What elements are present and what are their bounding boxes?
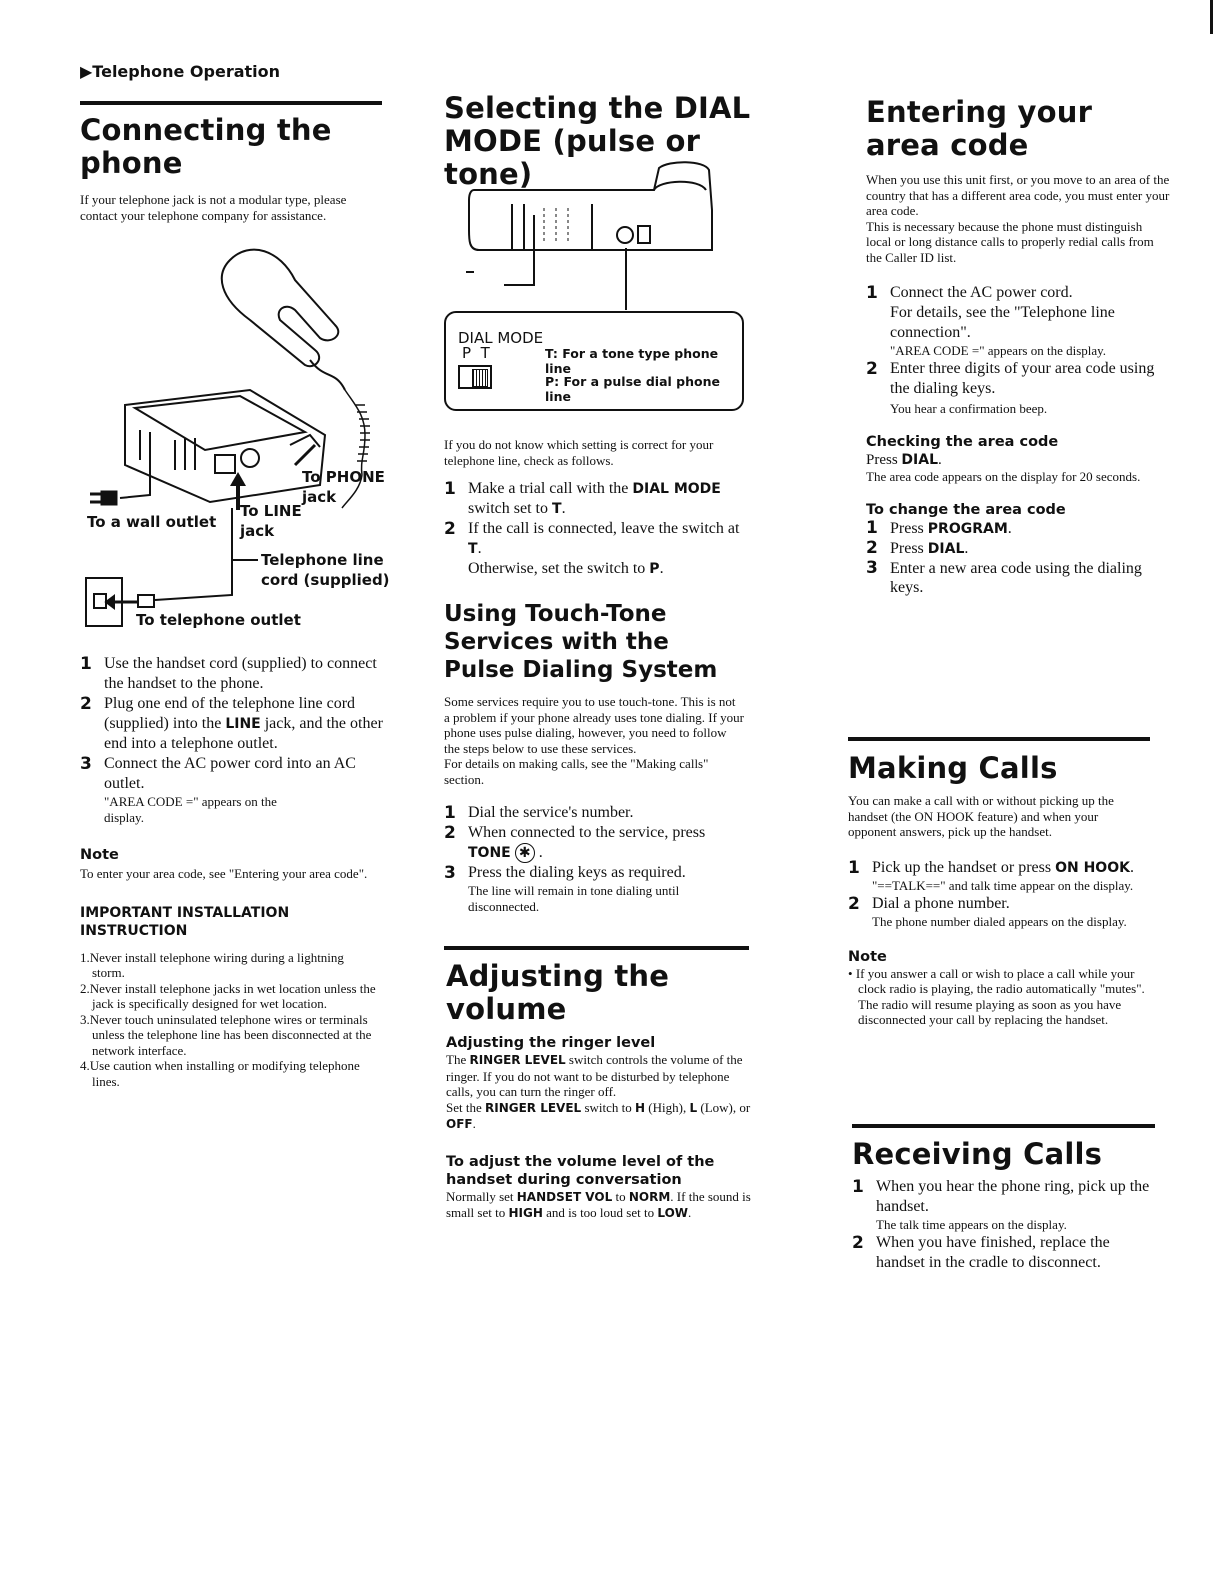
step-text: When connected to the service, press: [468, 824, 706, 841]
volume-title: Adjusting the volume: [446, 959, 670, 1026]
step-text: Dial the service's number.: [468, 804, 634, 821]
making-calls-title: Making Calls: [848, 751, 1058, 785]
step-text: Otherwise, set the switch to: [468, 560, 650, 577]
ringer-title: Adjusting the ringer level: [446, 1035, 656, 1051]
dial-mode-diagram: [444, 160, 754, 315]
check-press: Press DIAL.: [866, 452, 942, 468]
pulse-line-text: P: For a pulse dial phone line: [545, 374, 720, 404]
step-note: You hear a confirmation beep.: [890, 401, 1048, 416]
making-calls-intro: You can make a call with or without picking up the handset (the ON HOOK feature) and when your opponent answers, pick up the handset.: [848, 793, 1114, 839]
step-text: switch set to: [468, 500, 552, 517]
area-code-intro-2: This is necessary because the phone must distinguish local or long distance calls to properly redial calls from the Caller ID list.: [866, 218, 1154, 265]
handset-icon: [222, 250, 345, 390]
area-code-steps: [866, 283, 1176, 417]
label-telephone-outlet: To telephone outlet: [136, 611, 301, 629]
area-code-intro: When you use this unit first, or you move to an area of the country that has a different area code, you must enter your area code.: [866, 172, 1170, 218]
making-note-title: Note: [848, 948, 887, 965]
step-1: 1 When you hear the phone ring, pick up the handset. The talk time appears on the display.: [852, 1177, 1150, 1232]
dial-mode-title: Selecting the DIAL MODE (pulse or tone): [444, 91, 751, 191]
making-calls-steps: [848, 858, 1158, 930]
step-number: 1: [444, 803, 456, 823]
connection-diagram: [80, 240, 390, 640]
change-title: To change the area code: [866, 501, 1066, 518]
step-number: 2: [444, 519, 456, 539]
tone-line-text: T: For a tone type phone line: [545, 346, 719, 376]
step-text: Press the dialing keys as required.: [468, 864, 686, 882]
connecting-steps: [80, 654, 385, 826]
step-1: 1 Press PROGRAM.: [866, 517, 1012, 538]
dial-mode-steps: [444, 479, 744, 579]
rule-receiving-calls: [852, 1124, 1155, 1128]
handset-volume-title: To adjust the volume level of the handset during conversation: [446, 1153, 715, 1188]
note-text: To enter your area code, see "Entering your area code".: [80, 866, 368, 881]
step-text: Make a trial call with the: [468, 480, 633, 497]
step-text: .: [477, 540, 482, 557]
receiving-steps: [852, 1177, 1162, 1273]
step-1: 1 Pick up the handset or press ON HOOK. "==TALK==" and talk time appear on the display.: [848, 857, 1134, 893]
step-2: 2 When connected to the service, press TONE ✱ .: [444, 823, 706, 862]
step-number: 1: [444, 479, 456, 499]
step-number: 1: [80, 654, 92, 674]
important-title: IMPORTANT INSTALLATION INSTRUCTION: [80, 904, 290, 939]
step-note: "AREA CODE =" appears on the display.: [890, 343, 1107, 358]
page-edge-mark: [1210, 0, 1213, 34]
dial-mode-pt: P T: [462, 344, 490, 362]
label-cord-1: Telephone line: [261, 551, 384, 569]
important-item: 2.Never install telephone jacks in wet location unless the jack is specifically designed for wet location.: [80, 980, 376, 1011]
step-2: 2 When you have finished, replace the handset in the cradle to disconnect.: [852, 1233, 1110, 1271]
making-note-text: • If you answer a call or wish to place a call while your clock radio is playing, the radio automatically "mutes". The radio will resume playing as soon as you have disconnected your call by replacing the handset.: [848, 965, 1145, 1027]
step-bold: P: [649, 561, 660, 577]
phone-base-icon: [125, 390, 325, 502]
step-2: [444, 519, 744, 579]
important-item: 4.Use caution when installing or modifying telephone lines.: [80, 1058, 360, 1089]
section-header: ▶Telephone Operation: [80, 62, 281, 81]
step-text: Connect the AC power cord.: [890, 284, 1073, 301]
rule-col1: [80, 101, 382, 105]
connecting-intro: If your telephone jack is not a modular type, please contact your telephone company for assistance.: [80, 192, 347, 223]
step-3: [444, 863, 744, 915]
touch-tone-intro: Some services require you to use touch-tone. This is not a problem if your phone already uses tone dialing. If your phone uses pulse dialing, however, you need to follow the steps below to use these services.: [444, 694, 744, 756]
step-2: [866, 359, 1176, 417]
label-to-phone: To PHONE: [302, 468, 385, 486]
change-steps: [866, 519, 1176, 597]
phone-side-illustration: [444, 160, 754, 315]
coiled-cord-icon: [342, 390, 370, 508]
step-text: If the call is connected, leave the switch at: [468, 520, 740, 537]
step-text: .: [561, 500, 566, 517]
check-note: The area code appears on the display for 20 seconds.: [866, 469, 1141, 484]
step-text: Use the handset cord (supplied) to connect the handset to the phone.: [104, 655, 377, 692]
dial-mode-box: [444, 311, 744, 411]
label-wall-outlet: To a wall outlet: [87, 513, 217, 531]
tone-key-label: TONE: [468, 845, 511, 861]
important-item: 3.Never touch uninsulated telephone wires or terminals unless the telephone line has been disconnected at the network interface.: [80, 1011, 372, 1058]
switch-knob: [472, 369, 488, 387]
dial-mode-switch[interactable]: [458, 365, 492, 389]
step-bold: T: [552, 501, 562, 517]
touch-tone-intro-2: For details on making calls, see the "Making calls" section.: [444, 756, 709, 787]
area-code-title: Entering your area code: [866, 95, 1093, 162]
step-text: .: [659, 560, 664, 577]
connecting-title: Connecting the phone: [80, 113, 332, 180]
step-note: The line will remain in tone dialing until disconnected.: [468, 883, 680, 915]
note-title: Note: [80, 847, 119, 863]
star-key-icon: ✱: [515, 843, 535, 863]
step-2: 2 Press DIAL.: [866, 537, 969, 558]
step-number: 2: [444, 823, 456, 843]
label-jack-1: jack: [302, 488, 337, 506]
step-bold: LINE: [225, 716, 261, 732]
step-text: jack, and the other end into a telephone outlet.: [104, 715, 383, 752]
step-number: 3: [80, 754, 92, 774]
step-bold: T: [468, 541, 478, 557]
step-number: 3: [444, 863, 456, 884]
step-3: 3 Enter a new area code using the dialing keys.: [866, 557, 1142, 596]
touch-tone-title: Using Touch-Tone Services with the Pulse Dialing System: [444, 601, 718, 683]
ringer-text: The RINGER LEVEL switch controls the volume of the ringer. If you do not want to be disturbed by telephone calls, you can turn the ringer off. Set the RINGER LEVEL switch to H (High), L (Low), or OFF.: [446, 1052, 751, 1131]
touch-tone-steps: [444, 803, 744, 915]
important-list: [80, 950, 380, 1090]
important-item: 1.Never install telephone wiring during a lightning storm.: [80, 949, 344, 980]
step-1: [80, 654, 385, 694]
step-1: [444, 803, 744, 823]
receiving-calls-title: Receiving Calls: [852, 1137, 1103, 1171]
step-1: [444, 479, 744, 519]
step-text: Plug one end of the telephone line cord (supplied) into the: [104, 695, 356, 732]
step-text: For details, see the "Telephone line connection".: [890, 304, 1115, 341]
dial-mode-intro: If you do not know which setting is correct for your telephone line, check as follows.: [444, 437, 714, 468]
rule-making-calls: [848, 737, 1150, 741]
step-2: 2 Dial a phone number. The phone number dialed appears on the display.: [848, 893, 1127, 929]
step-number: 1: [866, 283, 878, 303]
step-note: "AREA CODE =" appears on the display.: [104, 794, 277, 825]
rule-volume: [444, 946, 749, 950]
label-cord-2: cord (supplied): [261, 571, 390, 589]
step-text: Connect the AC power cord into an AC outlet.: [104, 755, 356, 792]
dial-mode-label: DIAL MODE: [458, 329, 544, 347]
plug-icon: [90, 492, 116, 504]
step-number: 2: [80, 694, 92, 714]
check-title: Checking the area code: [866, 434, 1059, 450]
step-bold: DIAL MODE: [632, 481, 721, 497]
step-number: 2: [866, 359, 878, 379]
handset-volume-text: Normally set HANDSET VOL to NORM. If the sound is small set to HIGH and is too loud set to LOW.: [446, 1188, 751, 1220]
step-2: [80, 694, 385, 754]
step-3: [80, 754, 385, 826]
label-to-line: To LINE: [240, 502, 302, 520]
step-text: Enter three digits of your area code using the dialing keys.: [890, 360, 1155, 397]
label-jack-2: jack: [240, 522, 275, 540]
step-1: [866, 283, 1176, 359]
